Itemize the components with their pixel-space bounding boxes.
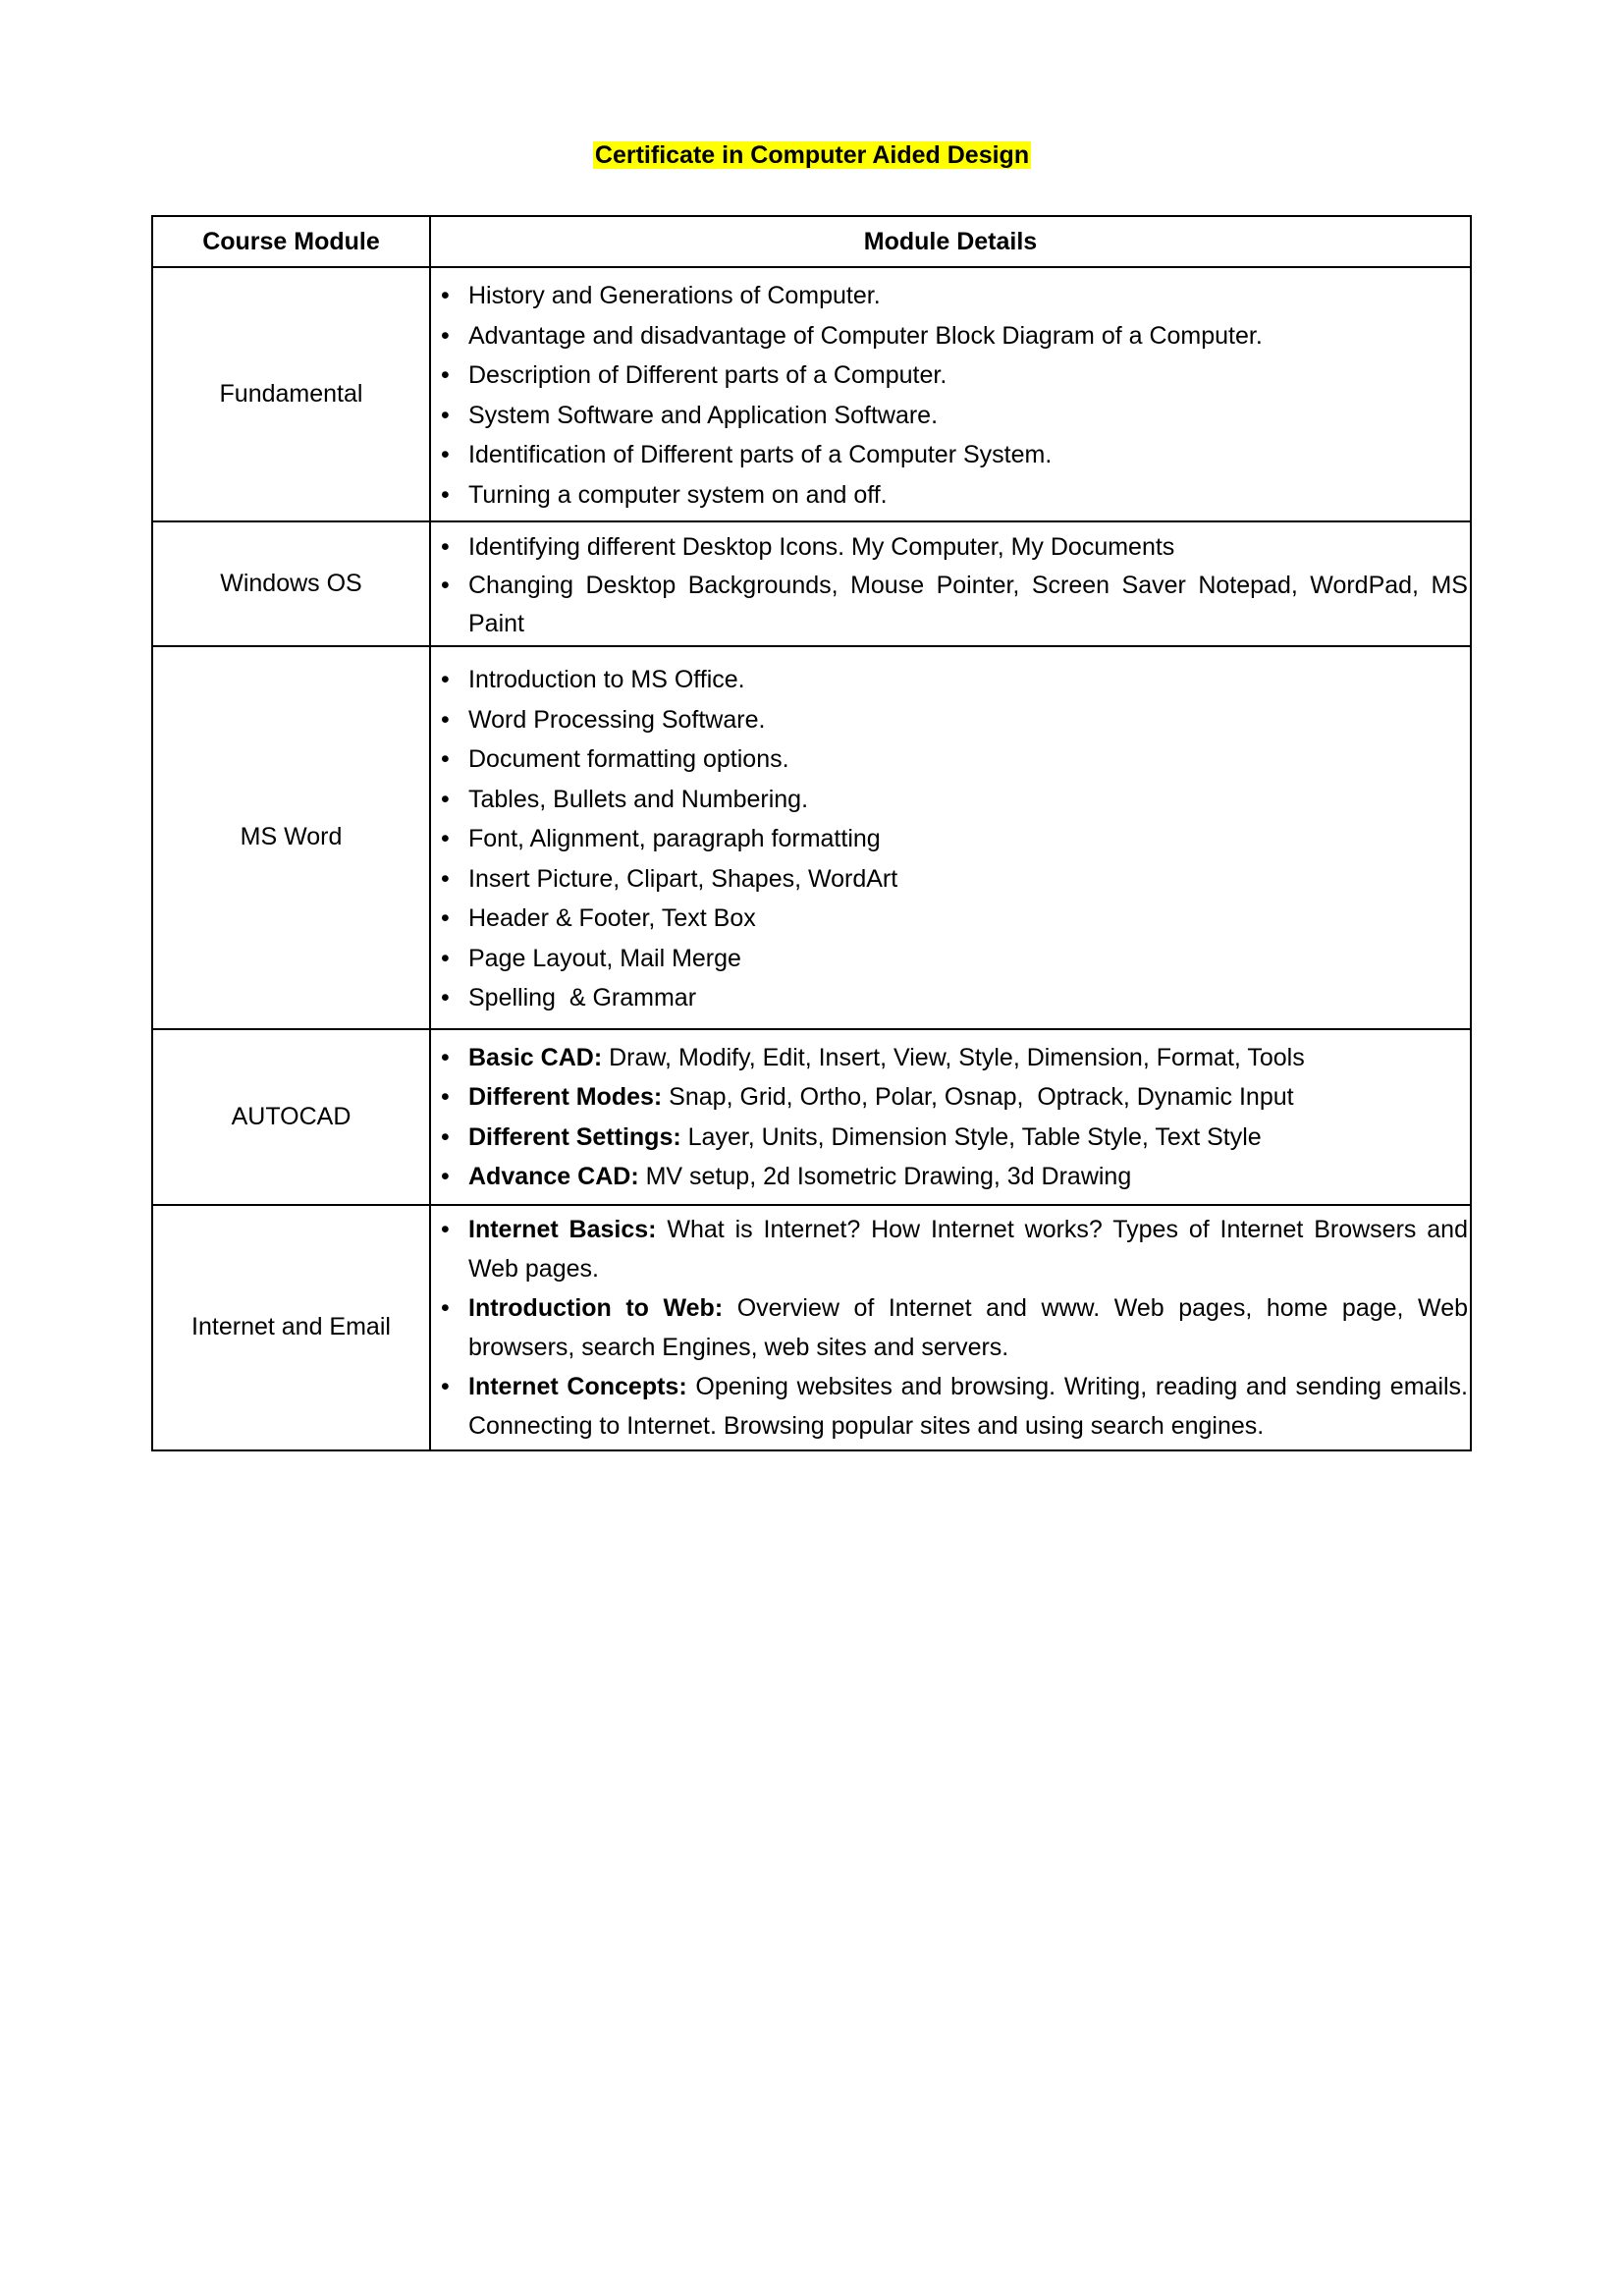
bullet-icon: • [441, 1215, 450, 1243]
bullet-icon: • [441, 1372, 450, 1400]
course-table [151, 215, 1472, 1451]
list-item: • Advance CAD: MV setup, 2d Isometric Drawing, 3d Drawing [431, 1157, 1468, 1197]
list-item: • System Software and Application Software. [431, 396, 1468, 436]
list-item: • Internet Concepts: Opening websites and browsing. Writing, reading and sending emails. Connecting to Internet. Browsing popular sites and using search engines. [431, 1367, 1468, 1446]
module-name: Windows OS [152, 521, 430, 646]
table-header-row [152, 216, 1471, 267]
bullet-icon: • [441, 666, 450, 693]
bullet-icon: • [441, 572, 450, 599]
bullet-icon: • [441, 705, 450, 734]
page-title-text: Certificate in Computer Aided Design [594, 141, 1030, 169]
list-item: • Internet Basics: What is Internet? How Internet works? Types of Internet Browsers and Web pages. [431, 1210, 1468, 1288]
module-details [430, 521, 1471, 646]
list-item: • Spelling & Grammar [431, 978, 1468, 1018]
module-details [430, 1205, 1471, 1450]
bullet-icon: • [441, 321, 450, 350]
bullet-icon: • [441, 441, 450, 468]
list-item: • Description of Different parts of a Computer. [431, 355, 1468, 396]
list-item: • Identifying different Desktop Icons. My Computer, My Documents [431, 528, 1468, 567]
list-item: • Tables, Bullets and Numbering. [431, 780, 1468, 820]
bullet-icon: • [441, 282, 450, 309]
detail-list [431, 1210, 1468, 1446]
list-item: • Document formatting options. [431, 739, 1468, 780]
bullet-icon: • [441, 1122, 450, 1151]
item-heading: Different Modes: [468, 1083, 663, 1111]
bullet-icon: • [441, 361, 450, 389]
item-heading: Basic CAD: [468, 1043, 603, 1071]
list-item: • Introduction to MS Office. [431, 660, 1468, 700]
item-heading: Internet Concepts: [468, 1372, 687, 1400]
bullet-icon: • [441, 825, 450, 852]
bullet-icon: • [441, 745, 450, 773]
bullet-icon: • [441, 785, 450, 813]
page-title [0, 137, 1624, 173]
list-item: • Advantage and disadvantage of Computer Block Diagram of a Computer. [431, 316, 1468, 356]
detail-list [431, 1038, 1468, 1197]
list-item: • Introduction to Web: Overview of Internet and www. Web pages, home page, Web browsers, search Engines, web sites and servers. [431, 1288, 1468, 1367]
table-row [152, 521, 1471, 646]
bullet-icon: • [441, 864, 450, 893]
item-heading: Introduction to Web: [468, 1293, 724, 1322]
bullet-icon: • [441, 401, 450, 429]
bullet-icon: • [441, 984, 450, 1011]
detail-list [431, 528, 1468, 643]
module-name: Fundamental [152, 267, 430, 521]
bullet-icon: • [441, 533, 450, 561]
bullet-icon: • [441, 904, 450, 932]
bullet-icon: • [441, 944, 450, 972]
detail-list [431, 660, 1468, 1018]
header-course-module: Course Module [152, 216, 430, 267]
list-item: • Page Layout, Mail Merge [431, 939, 1468, 979]
module-details [430, 267, 1471, 521]
table-row [152, 646, 1471, 1029]
list-item: • Font, Alignment, paragraph formatting [431, 819, 1468, 859]
list-item: • Changing Desktop Backgrounds, Mouse Pointer, Screen Saver Notepad, WordPad, MS Paint [431, 567, 1468, 643]
bullet-icon: • [441, 1043, 450, 1071]
item-heading: Advance CAD: [468, 1163, 639, 1190]
bullet-icon: • [441, 1293, 450, 1322]
header-module-details: Module Details [430, 216, 1471, 267]
table-row [152, 267, 1471, 521]
item-heading: Different Settings: [468, 1122, 681, 1151]
module-name: Internet and Email [152, 1205, 430, 1450]
table-row [152, 1029, 1471, 1205]
module-name: AUTOCAD [152, 1029, 430, 1205]
list-item: • History and Generations of Computer. [431, 276, 1468, 316]
table-row [152, 1205, 1471, 1450]
module-name: MS Word [152, 646, 430, 1029]
module-details [430, 1029, 1471, 1205]
list-item: • Basic CAD: Draw, Modify, Edit, Insert, View, Style, Dimension, Format, Tools [431, 1038, 1468, 1078]
list-item: • Insert Picture, Clipart, Shapes, WordArt [431, 859, 1468, 900]
list-item: • Header & Footer, Text Box [431, 899, 1468, 939]
item-heading: Internet Basics: [468, 1215, 657, 1243]
list-item: • Identification of Different parts of a Computer System. [431, 435, 1468, 475]
detail-list [431, 276, 1468, 515]
bullet-icon: • [441, 1083, 450, 1111]
bullet-icon: • [441, 480, 450, 509]
list-item: • Turning a computer system on and off. [431, 475, 1468, 516]
list-item: • Word Processing Software. [431, 700, 1468, 740]
list-item: • Different Modes: Snap, Grid, Ortho, Polar, Osnap, Optrack, Dynamic Input [431, 1077, 1468, 1118]
module-details [430, 646, 1471, 1029]
bullet-icon: • [441, 1163, 450, 1190]
list-item: • Different Settings: Layer, Units, Dimension Style, Table Style, Text Style [431, 1118, 1468, 1158]
